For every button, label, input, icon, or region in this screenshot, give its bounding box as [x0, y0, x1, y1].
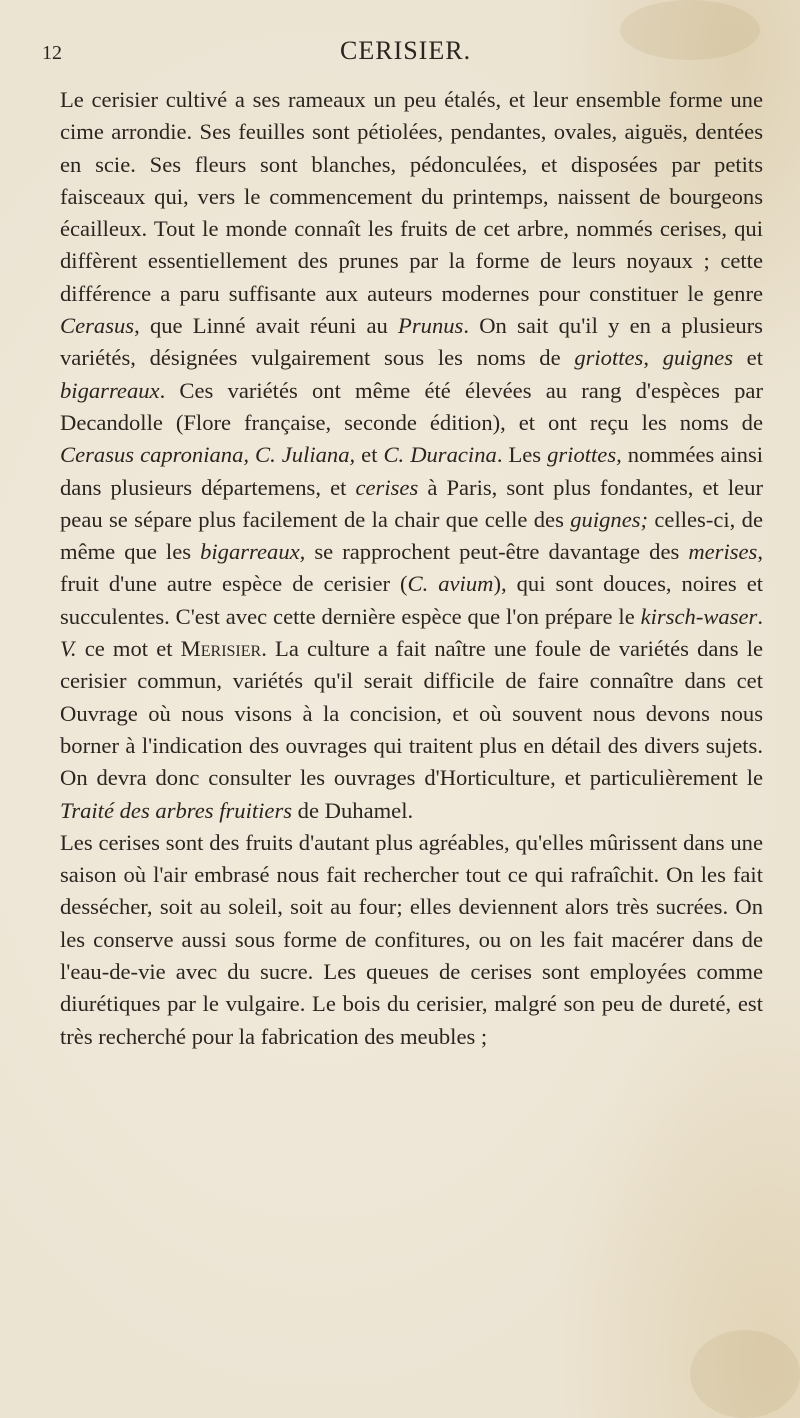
paragraph-cerisier-description [60, 84, 763, 827]
italic-term: Prunus [398, 313, 464, 339]
page-number: 12 [42, 42, 62, 64]
italic-term: Cerasus [60, 313, 135, 339]
paper-stain [690, 1330, 800, 1418]
text-span: , [643, 345, 663, 371]
italic-term: Cerasus caproniana, C. Juliana, [60, 442, 356, 468]
text-span: Le cerisier cultivé a ses rameaux un peu étalés, et leur ensemble forme une cime arrondie. Ses feuilles sont pétiolées, pendantes, ovales, aiguës, dentées en scie. Ses fleurs sont blanches, pédonculées, et disposées par petits faisceaux qui, vers le commencement du printemps, naissent de bourgeons écailleux. Tout le monde connaît les fruits de cet arbre, nommés cerises, qui diffèrent essentiellement des prunes par la forme de leurs noyaux ; cette différence a paru suffisante aux auteurs modernes pour constituer le genre [60, 87, 763, 306]
italic-term: C. Duracina [383, 442, 497, 468]
text-span: de Duhamel. [292, 797, 414, 823]
text-span: nommées ainsi dans plusieurs départemens, et [60, 442, 764, 500]
italic-term: griottes [574, 345, 644, 371]
text-span: . [757, 603, 763, 629]
text-span: et [733, 345, 763, 371]
italic-term: Traité des arbres fruitiers [60, 797, 293, 823]
text-span: celles-ci, de même que les [60, 506, 763, 565]
paragraph-cerises-usage: Les cerises sont des fruits d'autant plus agréables, qu'elles mûrissent dans une saison où l'air embrasé nous fait rechercher tout ce qui rafraîchit. On les fait dessécher, soit au soleil, soit au four; elles deviennent alors très sucrées. On les conserve aussi sous forme de confitures, ou on les fait macérer dans de l'eau-de-vie avec du sucre. Les queues de cerises sont employées comme diurétiques par le vulgaire. Le bois du cerisier, malgré son peu de dureté, est très recherché pour la fabrication des meubles ; [60, 829, 763, 1049]
italic-term: cerises [355, 474, 419, 500]
text-span: , que Linné avait réuni au [134, 313, 399, 339]
page-header [42, 32, 762, 72]
text-span: et [355, 442, 384, 468]
italic-term: guignes [662, 345, 733, 371]
text-span: . Les [496, 442, 548, 468]
text-span: . On sait qu'il y en a plusieurs variétés, désignées vulgairement sous les noms de [60, 313, 763, 371]
text-span: . La culture a fait naître une foule de variétés dans le cerisier commun, variétés qu'il serait difficile de faire connaître dans cet Ouvrage où nous visons à la concision, et où souvent nous devons nous borner à l'indication des ouvrages qui traitent plus en détail des divers sujets. On devra donc consulter les ouvrages d'Horticulture, et particulièrement le [60, 636, 764, 791]
italic-term: V. [60, 636, 77, 662]
text-span: , fruit d'une autre espèce de cerisier ( [60, 539, 763, 597]
running-title: CERISIER. [340, 36, 472, 65]
smallcaps-term: Merisier [180, 636, 262, 662]
italic-term: C. avium [407, 571, 494, 597]
italic-term: guignes; [570, 506, 649, 532]
text-span: . Ces variétés ont même été élevées au rang d'espèces par Decandolle (Flore française, seconde édition), et ont reçu les noms de [60, 377, 763, 435]
italic-term: griottes, [547, 442, 622, 468]
italic-term: bigarreaux [60, 377, 160, 403]
text-span: se rapprochent peut-être davantage des [305, 539, 689, 565]
text-span: ce mot et [76, 636, 181, 662]
italic-term: kirsch-waser [640, 603, 758, 629]
italic-term: bigarreaux, [200, 539, 306, 565]
text-span: ), qui sont douces, noires et succulentes. C'est avec cette dernière espèce que l'on prépare le [60, 571, 764, 629]
body-text [60, 84, 763, 1053]
text-span: à Paris, sont plus fondantes, et leur peau se sépare plus facilement de la chair que celle des [60, 474, 764, 532]
italic-term: merises [688, 539, 758, 565]
